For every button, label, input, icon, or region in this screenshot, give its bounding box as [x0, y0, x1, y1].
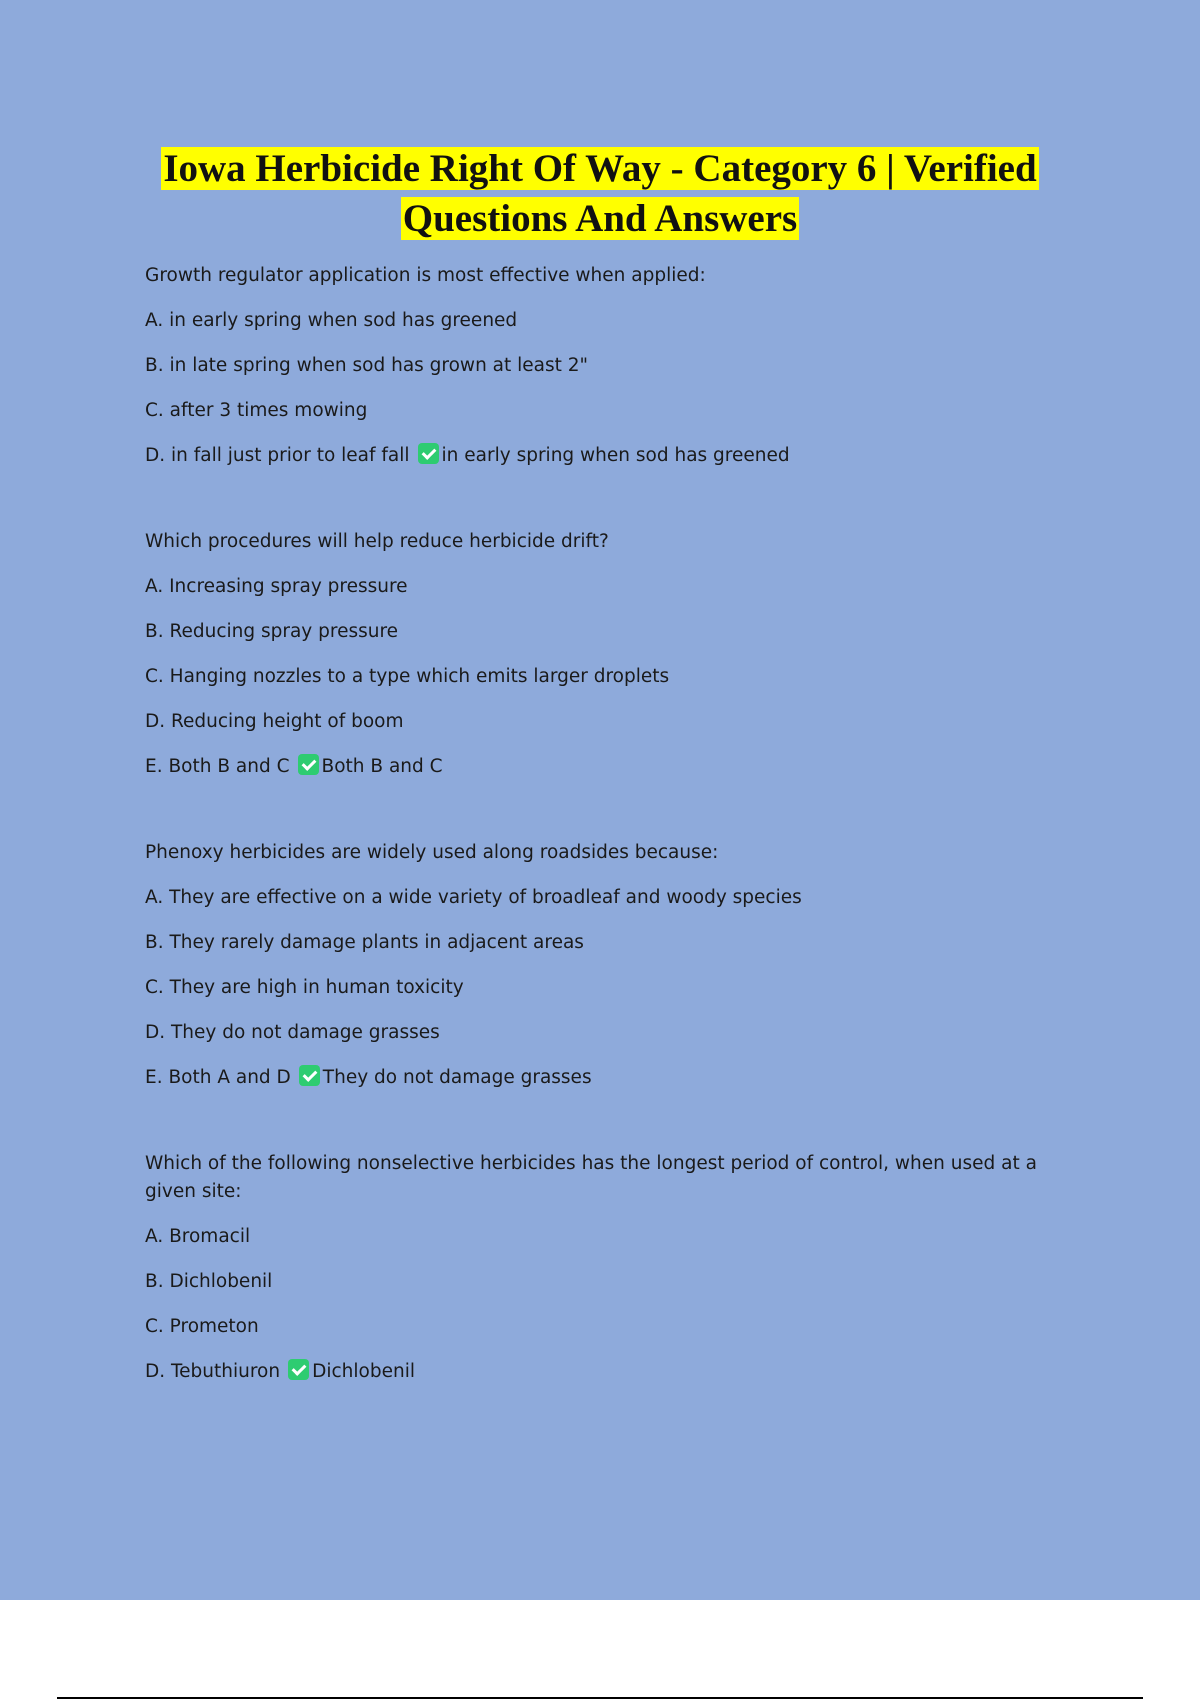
option-c: C. Hanging nozzles to a type which emits larger droplets: [145, 666, 670, 687]
option-e-with-answer: [145, 753, 1075, 781]
question-block-3: [145, 839, 1075, 1092]
answer-text: They do not damage grasses: [322, 1067, 592, 1088]
option-d: D. They do not damage grasses: [145, 1022, 440, 1043]
answer-text: in early spring when sod has greened: [441, 445, 790, 466]
question-prompt: Phenoxy herbicides are widely used along roadsides because:: [145, 842, 719, 863]
option-e-with-answer: [145, 1064, 1075, 1092]
option-d: D. Tebuthiuron: [145, 1361, 281, 1382]
option-d-with-answer: [145, 442, 1075, 470]
option-b: B. in late spring when sod has grown at least 2": [145, 355, 589, 376]
option-d: D. in fall just prior to leaf fall: [145, 445, 410, 466]
option-a: A. They are effective on a wide variety of broadleaf and woody species: [145, 887, 802, 908]
option-c: C. They are high in human toxicity: [145, 977, 464, 998]
option-e: E. Both A and D: [145, 1067, 291, 1088]
option-b: B. They rarely damage plants in adjacent areas: [145, 932, 584, 953]
option-d-with-answer: [145, 1358, 1075, 1386]
title-line-2: Questions And Answers: [402, 197, 798, 240]
option-e: E. Both B and C: [145, 756, 290, 777]
option-b: B. Reducing spray pressure: [145, 621, 399, 642]
option-a: A. in early spring when sod has greened: [145, 310, 518, 331]
footer-divider: [57, 1697, 1143, 1699]
option-c: C. after 3 times mowing: [145, 400, 368, 421]
question-prompt: Growth regulator application is most effective when applied:: [145, 265, 706, 286]
question-list: [145, 262, 1075, 1444]
option-c: C. Prometon: [145, 1316, 259, 1337]
document-title: [0, 144, 1200, 244]
question-prompt: Which of the following nonselective herbicides has the longest period of control, when used at a given site:: [145, 1153, 1037, 1202]
check-mark-icon: [288, 1359, 309, 1380]
title-line-1: Iowa Herbicide Right Of Way - Category 6 | Verified: [163, 147, 1037, 190]
question-prompt: Which procedures will help reduce herbicide drift?: [145, 531, 609, 552]
option-d: D. Reducing height of boom: [145, 711, 404, 732]
answer-text: Both B and C: [321, 756, 443, 777]
question-block-2: [145, 528, 1075, 781]
check-mark-icon: [298, 754, 319, 775]
option-a: A. Increasing spray pressure: [145, 576, 408, 597]
check-mark-icon: [299, 1065, 320, 1086]
answer-text: Dichlobenil: [312, 1361, 415, 1382]
check-mark-icon: [418, 443, 439, 464]
question-block-1: [145, 262, 1075, 470]
option-a: A. Bromacil: [145, 1226, 251, 1247]
question-block-4: [145, 1150, 1075, 1386]
option-b: B. Dichlobenil: [145, 1271, 273, 1292]
